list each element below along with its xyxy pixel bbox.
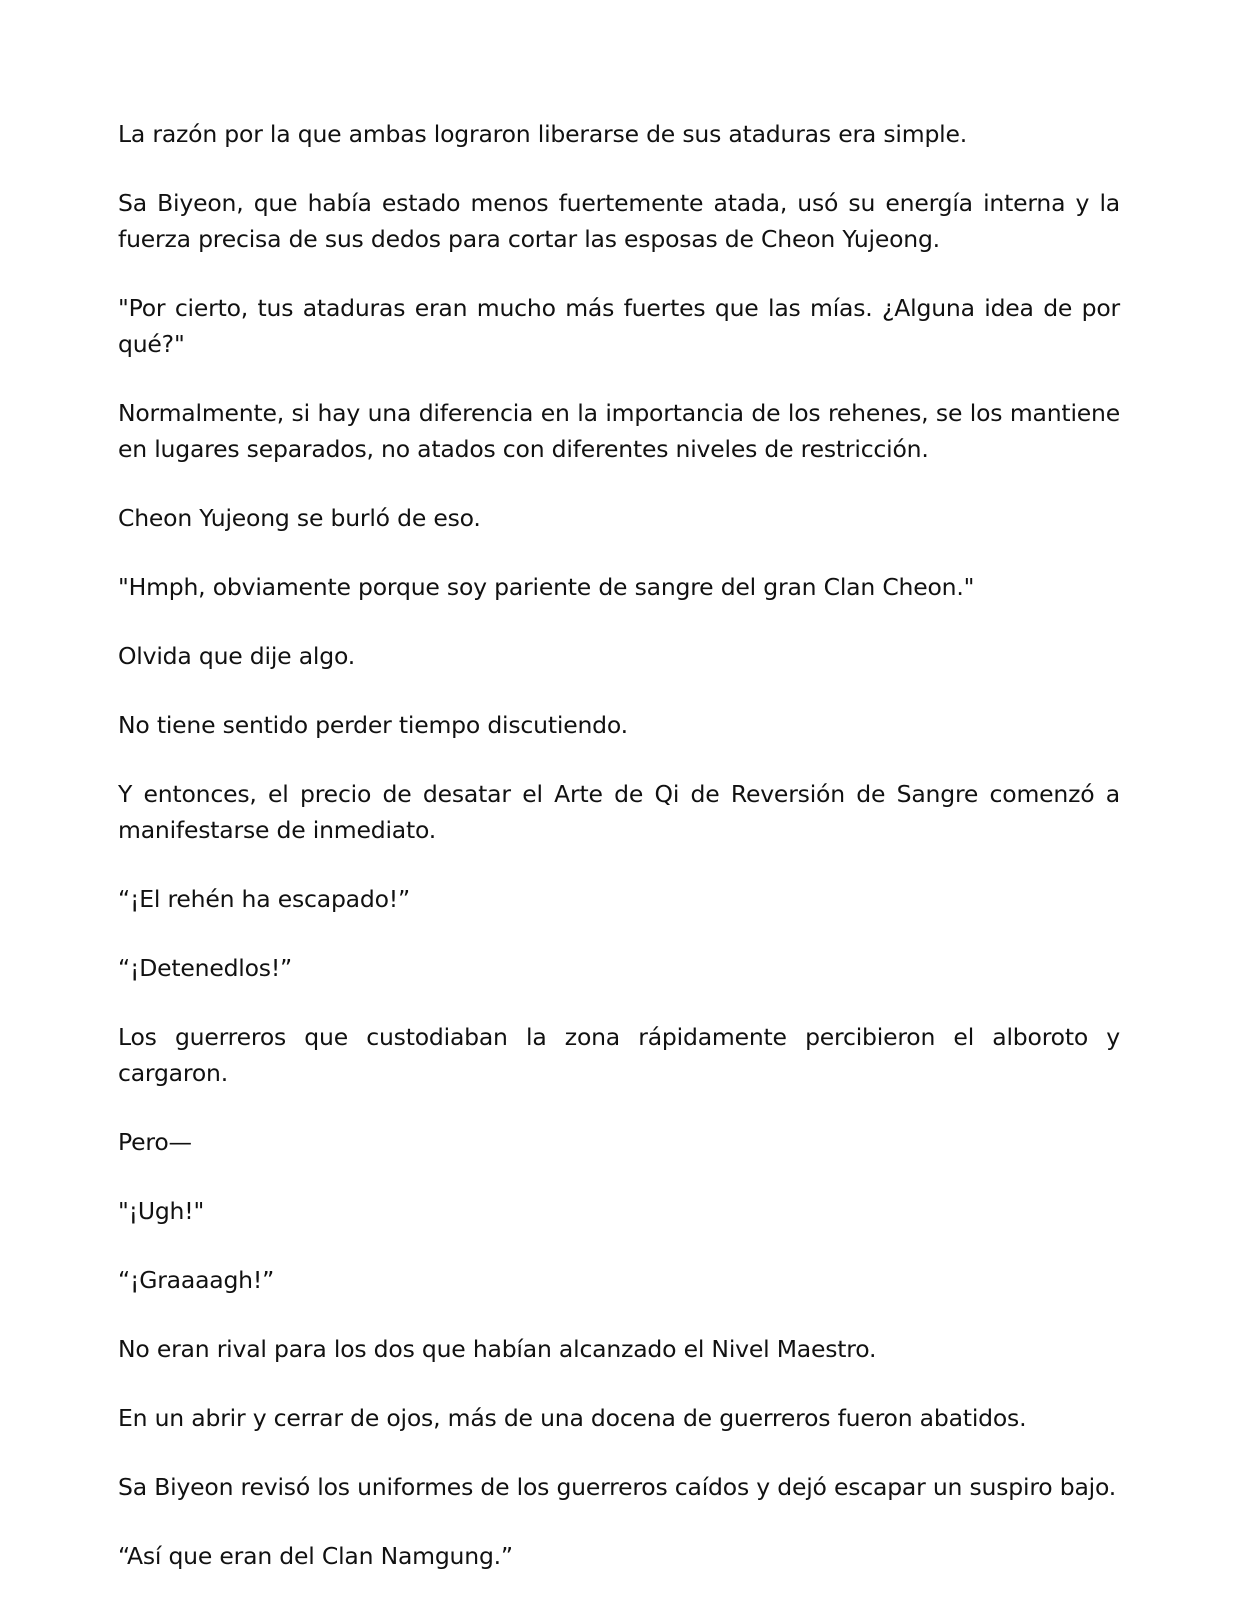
paragraph: La razón por la que ambas lograron liberarse de sus ataduras era simple. xyxy=(118,120,968,148)
paragraph: En un abrir y cerrar de ojos, más de una docena de guerreros fueron abatidos. xyxy=(118,1404,1027,1432)
paragraph: “¡Detenedlos!” xyxy=(118,954,293,982)
paragraph: “¡Graaaagh!” xyxy=(118,1266,275,1294)
paragraph: Sa Biyeon revisó los uniformes de los guerreros caídos y dejó escapar un suspiro bajo. xyxy=(118,1473,1117,1501)
paragraph: "¡Ugh!" xyxy=(118,1197,205,1225)
paragraph: “¡El rehén ha escapado!” xyxy=(118,885,410,913)
paragraph: No eran rival para los dos que habían alcanzado el Nivel Maestro. xyxy=(118,1335,877,1363)
paragraph: Pero— xyxy=(118,1128,192,1156)
paragraph: “Así que eran del Clan Namgung.” xyxy=(118,1542,513,1570)
paragraph: "Hmph, obviamente porque soy pariente de sangre del gran Clan Cheon." xyxy=(118,573,975,601)
document-body xyxy=(118,116,1120,1607)
paragraph: "Por cierto, tus ataduras eran mucho más fuertes que las mías. ¿Alguna idea de por qué?" xyxy=(118,294,1120,358)
paragraph: No tiene sentido perder tiempo discutiendo. xyxy=(118,711,628,739)
paragraph: Normalmente, si hay una diferencia en la importancia de los rehenes, se los mantiene en lugares separados, no atados con diferentes niveles de restricción. xyxy=(118,399,1120,463)
paragraph: Sa Biyeon, que había estado menos fuertemente atada, usó su energía interna y la fuerza precisa de sus dedos para cortar las esposas de Cheon Yujeong. xyxy=(118,189,1120,253)
paragraph: Cheon Yujeong se burló de eso. xyxy=(118,504,481,532)
paragraph: Los guerreros que custodiaban la zona rápidamente percibieron el alboroto y cargaron. xyxy=(118,1023,1120,1087)
paragraph: Olvida que dije algo. xyxy=(118,642,355,670)
paragraph: Y entonces, el precio de desatar el Arte de Qi de Reversión de Sangre comenzó a manifestarse de inmediato. xyxy=(118,780,1120,844)
